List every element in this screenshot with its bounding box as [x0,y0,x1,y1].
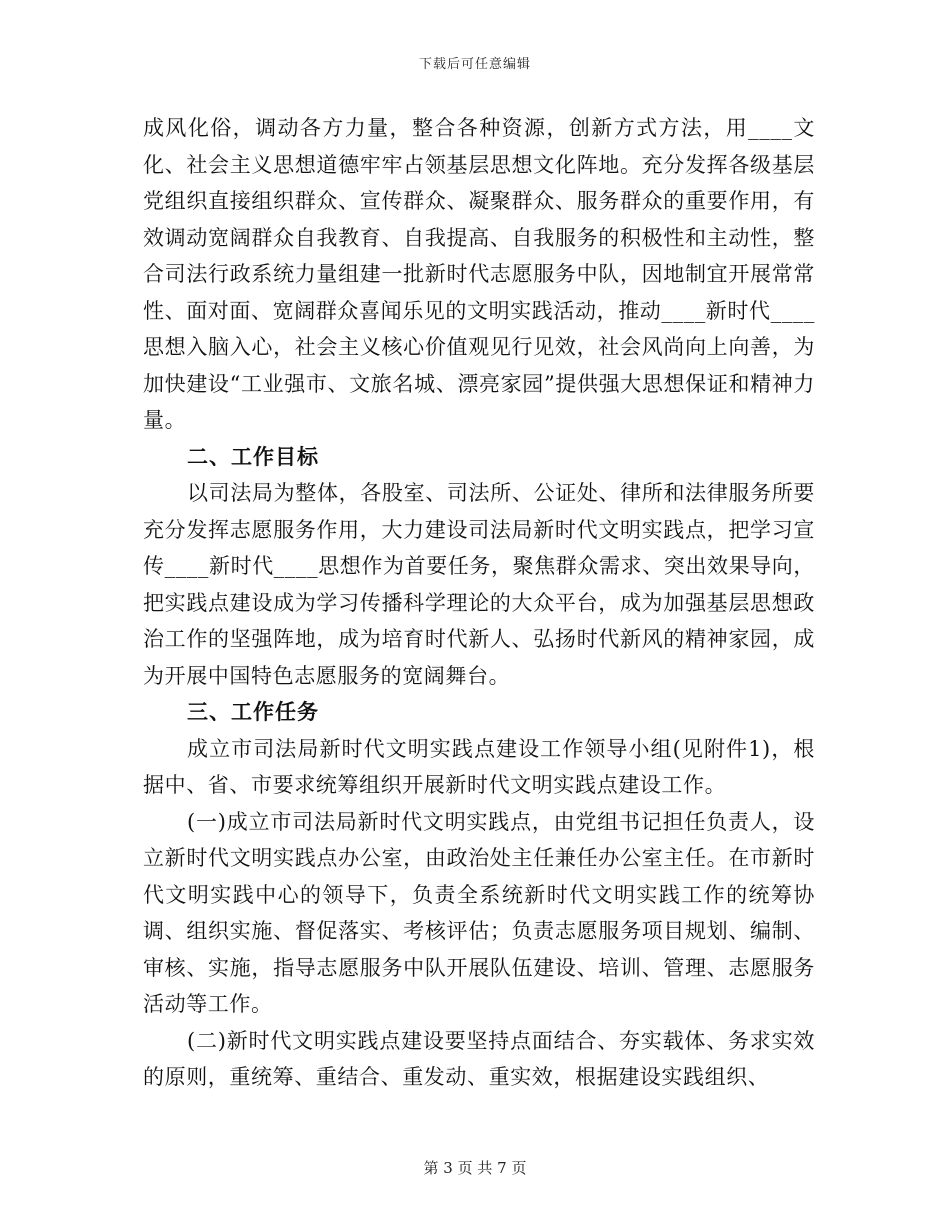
page-number-footer: 第 3 页 共 7 页 [423,1159,527,1177]
paragraph-goals: 以司法局为整体，各股室、司法所、公证处、律所和法律服务所要充分发挥志愿服务作用，大力建设司法局新时代文明实践点，把学习宣传____新时代____思想作为首要任务，聚焦群众需求、突出效果导向，把实践点建设成为学习传播科学理论的大众平台，成为加强基层思想政治工作的坚强阵地，成为培育时代新人、弘扬时代新风的精神家园，成为开展中国特色志愿服务的宽阔舞台。 [143,481,815,688]
paragraph-task-1: (一)成立市司法局新时代文明实践点，由党组书记担任负责人，设立新时代文明实践点办公室，由政治处主任兼任办公室主任。在市新时代文明实践中心的领导下，负责全系统新时代文明实践工作的统筹协调、组织实施、督促落实、考核评估；负责志愿服务项目规划、编制、审核、实施，指导志愿服务中队开展队伍建设、培训、管理、志愿服务活动等工作。 [143,809,815,1016]
section-heading-tasks: 三、工作任务 [187,699,319,724]
paragraph-task-intro: 成立市司法局新时代文明实践点建设工作领导小组(见附件1)，根据中、省、市要求统筹组织开展新时代文明实践点建设工作。 [143,736,815,797]
paragraph-task-2: (二)新时代文明实践点建设要坚持点面结合、夯实载体、务求实效的原则，重统筹、重结合、重发动、重实效，根据建设实践组织、 [143,1028,815,1089]
document-body [143,110,815,1096]
paragraph-continuation: 成风化俗，调动各方力量，整合各种资源，创新方式方法，用____文化、社会主义思想道德牢牢占领基层思想文化阵地。充分发挥各级基层党组织直接组织群众、宣传群众、凝聚群众、服务群众的重要作用，有效调动宽阔群众自我教育、自我提高、自我服务的积极性和主动性，整合司法行政系统力量组建一批新时代志愿服务中队，因地制宜开展常常性、面对面、宽阔群众喜闻乐见的文明实践活动，推动____新时代____思想入脑入心，社会主义核心价值观见行见效，社会风尚向上向善，为加快建设“工业强市、文旅名城、漂亮家园”提供强大思想保证和精神力量。 [143,116,815,432]
section-heading-goals: 二、工作目标 [187,443,319,469]
page-header: 下载后可任意编辑 [418,57,531,72]
